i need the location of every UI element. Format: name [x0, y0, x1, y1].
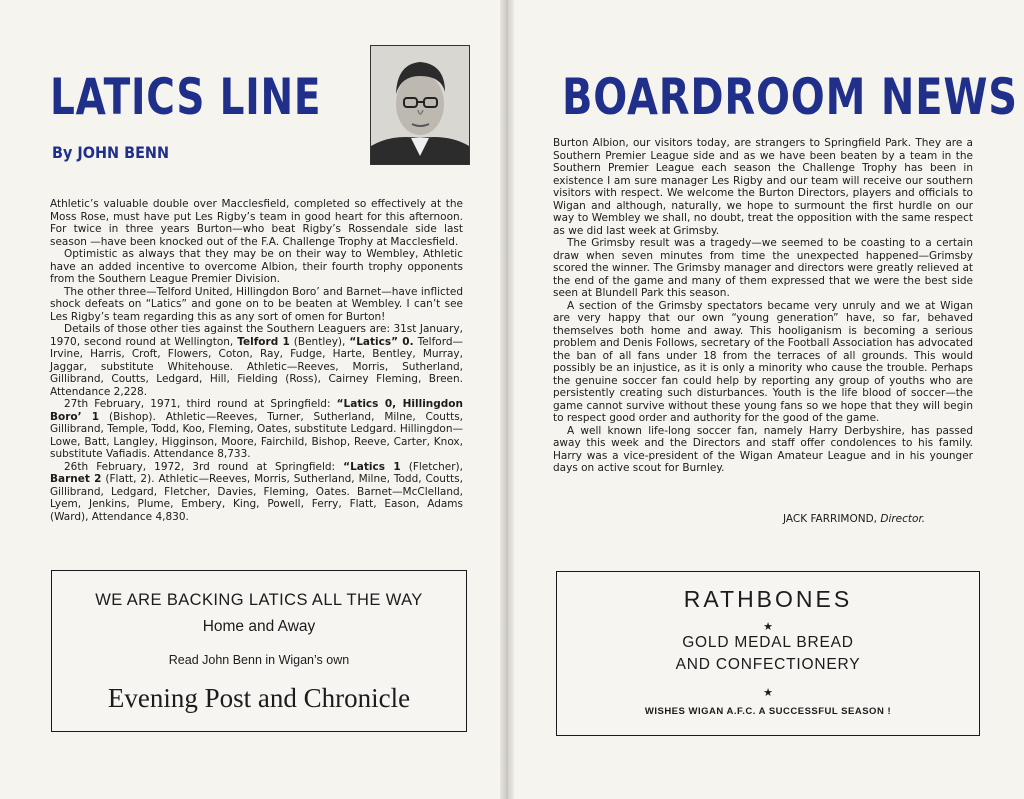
- text-run: Telford—Irvine, Harris, Croft, Flowers, Coton, Ray, Fudge, Harte, Bentley, Murray, Jaggar, substitute Whitehouse. Athletic—Reeves, Morris, Sutherland, Gillibrand, Coutts, Ledgard, Hill, Fielding (Ross), Cairney Fleming, Breen. Attendance 2,228.: [50, 335, 464, 398]
- rathbones-advert: [556, 571, 980, 736]
- article-paragraph: A well known life-long soccer fan, namely Harry Derbyshire, has passed away this week and the Directors and staff offer condolences to his family. Harry was a vice-president of the Wigan Amateur League and in his younger days on active scout for Burnley.: [553, 424, 973, 474]
- text-run: (Flatt, 2). Athletic—Reeves, Morris, Sutherland, Milne, Todd, Coutts, Gillibrand, Ledgard, Fletcher, Davies, Fleming, Oates. Barnet—McClelland, Lyem, Jenkins, Plume, Embery, King, Powell, Ferry, Flatt, Eason, Adams (Ward), Attendance 4,830.: [50, 473, 463, 523]
- star-icon: ★: [763, 621, 773, 633]
- text-run: (Fletcher),: [408, 460, 463, 473]
- signature-role: Director.: [880, 513, 926, 525]
- score-bold: “Latics 0, Hillingdon Boro’ 1: [50, 398, 463, 423]
- score-bold: Telford 1: [237, 335, 290, 348]
- text-run: Details of those other ties against the Southern Leaguers are: 31st January, 1970, second round at Wellington,: [50, 323, 463, 348]
- advert-line: WE ARE BACKING LATICS ALL THE WAY: [95, 591, 423, 609]
- advert-brand: RATHBONES: [683, 586, 853, 612]
- advert-line: WISHES WIGAN A.F.C. A SUCCESSFUL SEASON !: [644, 706, 892, 717]
- score-bold: “Latics” 0.: [349, 335, 414, 348]
- article-paragraph: [50, 398, 463, 461]
- text-run: 26th February, 1972, 3rd round at Springfield:: [64, 460, 336, 473]
- evening-post-advert: [51, 570, 467, 732]
- text-run: (Bishop). Athletic—Reeves, Turner, Sutherland, Milne, Coutts, Gillibrand, Temple, Todd, Koo, Fleming, Oates, substitute Ledgard. Hillingdon—Lowe, Batt, Langley, Higginson, Moore, Fairchild, Bishop, Reeve, Carter, Knox, substitute Vafiadis. Attendance 8,733.: [50, 410, 463, 460]
- article-paragraph: Burton Albion, our visitors today, are strangers to Springfield Park. They are a Southern Premier League side and as we have been beaten by a team in the Southern Premier League each season the Challenge Trophy has been in existence I am sure manager Les Rigby and our team will receive our southern visitors with respect. We welcome the Burton Directors, players and officials to Wigan and although, naturally, we hope to surmount the first hurdle on our way to Wembley we shall, no doubt, treat the opposition with the same respect as we did last week at Grimsby.: [553, 137, 973, 237]
- newspaper-name: Evening Post and Chronicle: [107, 683, 411, 713]
- boardroom-news-headline: BOARDROOM NEWS: [562, 68, 1018, 126]
- director-signature: [783, 513, 925, 525]
- article-paragraph: Optimistic as always that they may be on their way to Wembley, Athletic have an added incentive to overcome Albion, their fourth trophy opponents from the Southern League Premier Division.: [50, 248, 463, 285]
- article-paragraph: [50, 461, 463, 524]
- advert-line: Home and Away: [202, 618, 316, 635]
- author-portrait-photo: [370, 45, 470, 165]
- text-run: (Bentley),: [293, 335, 346, 348]
- star-icon: ★: [763, 687, 773, 699]
- advert-line: Read John Benn in Wigan’s own: [168, 653, 350, 667]
- article-paragraph: A section of the Grimsby spectators became very unruly and we at Wigan are very happy that our own “young generation” have, so far, behaved themselves both home and away. This hooliganism is becoming a serious problem and Denis Follows, secretary of the Football Association has advocated the ban of all fans under 18 from the terraces of all grounds. This would possibly be an injustice, as it is only a minority who cause the trouble. Perhaps the genuine soccer fan could help by reporting any group of youths who are persistently creating such disturbances. Youth is the life blood of soccer—the game cannot survive without these young fans so we hope that they will begin to respect good order and authority for the good of the game.: [553, 299, 973, 424]
- score-bold: Barnet 2: [50, 473, 102, 485]
- signature-name: JACK FARRIMOND,: [783, 513, 878, 525]
- advert-line: AND CONFECTIONERY: [675, 656, 861, 673]
- score-bold: “Latics 1: [343, 460, 401, 473]
- article-paragraph: The Grimsby result was a tragedy—we seemed to be coasting to a certain draw when seven minutes from time the unexpected happened—Grimsby scored the winner. The Grimsby manager and directors were greatly relieved at the end of the game and many of them expressed that we were the best side seen at Blundell Park this season.: [553, 237, 973, 299]
- byline: By JOHN BENN: [52, 143, 170, 162]
- latics-line-headline: LATICS LINE: [50, 68, 322, 126]
- latics-line-article: [50, 198, 463, 523]
- article-paragraph: The other three—Telford United, Hillingdon Boro’ and Barnet—have inflicted shock defeats on “Latics” and gone on to be beaten at Wembley. I can’t see Les Rigby’s team regarding this as any sort of omen for Burton!: [50, 285, 463, 323]
- text-run: 27th February, 1971, third round at Springfield:: [64, 398, 331, 410]
- page-gutter: [500, 0, 514, 799]
- advert-line: GOLD MEDAL BREAD: [682, 634, 854, 651]
- boardroom-news-article: [553, 137, 973, 475]
- article-paragraph: Athletic’s valuable double over Macclesfield, completed so effectively at the Moss Rose, must have put Les Rigby’s team in good heart for this afternoon. For twice in three years Burton—who beat Rigby’s Rossendale side last season —have been knocked out of the F.A. Challenge Trophy at Macclesfield.: [50, 198, 463, 248]
- article-paragraph: [50, 323, 463, 398]
